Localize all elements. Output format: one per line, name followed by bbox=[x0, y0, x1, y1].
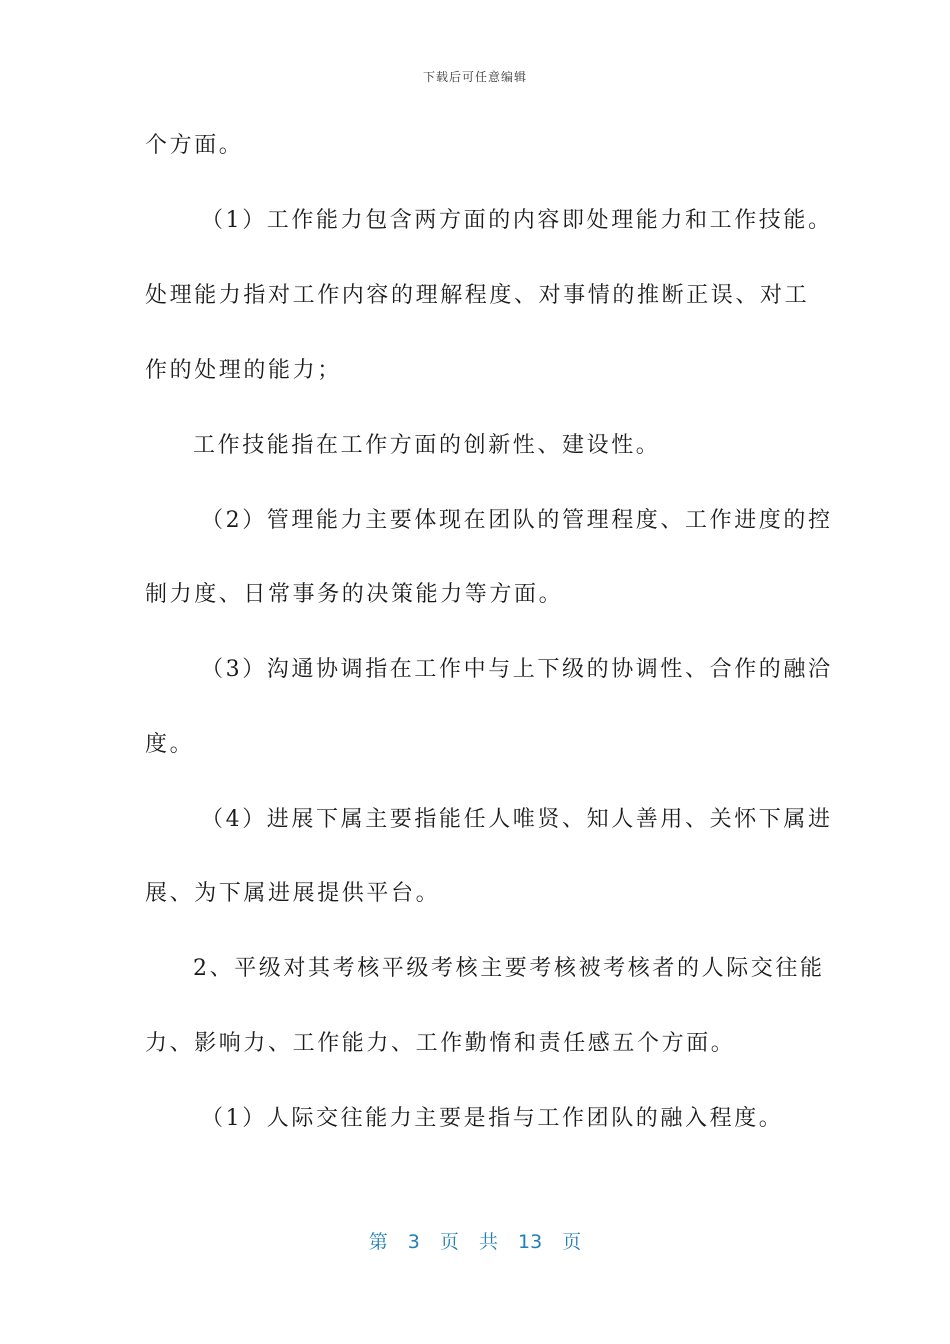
current-page: 3 bbox=[407, 1231, 420, 1253]
body-line: 力、影响力、工作能力、工作勤惰和责任感五个方面。 bbox=[145, 1031, 736, 1056]
body-line: 制力度、日常事务的决策能力等方面。 bbox=[145, 582, 564, 607]
body-line: （2）管理能力主要体现在团队的管理程度、工作进度的控 bbox=[201, 508, 833, 533]
header-note: 下载后可任意编辑 bbox=[422, 70, 527, 84]
body-line: 度。 bbox=[145, 732, 195, 757]
body-line: 工作技能指在工作方面的创新性、建设性。 bbox=[193, 433, 661, 458]
body-line: （1）工作能力包含两方面的内容即处理能力和工作技能。 bbox=[201, 208, 833, 233]
body-line: 2、平级对其考核平级考核主要考核被考核者的人际交往能 bbox=[193, 956, 825, 981]
page-mid: 页 共 bbox=[439, 1231, 498, 1253]
body-line: 作的处理的能力； bbox=[145, 358, 342, 383]
total-pages: 13 bbox=[518, 1231, 543, 1253]
body-line: 展、为下属进展提供平台。 bbox=[145, 881, 441, 906]
body-line: 个方面。 bbox=[145, 133, 244, 158]
page-footer bbox=[0, 1227, 950, 1254]
body-line: 处理能力指对工作内容的理解程度、对事情的推断正误、对工 bbox=[145, 283, 810, 308]
body-line: （3）沟通协调指在工作中与上下级的协调性、合作的融洽 bbox=[201, 657, 833, 682]
page-suffix: 页 bbox=[562, 1231, 582, 1253]
body-line: （4）进展下属主要指能任人唯贤、知人善用、关怀下属进 bbox=[201, 807, 833, 832]
page-prefix: 第 bbox=[368, 1231, 388, 1253]
body-line: （1）人际交往能力主要是指与工作团队的融入程度。 bbox=[201, 1106, 784, 1131]
